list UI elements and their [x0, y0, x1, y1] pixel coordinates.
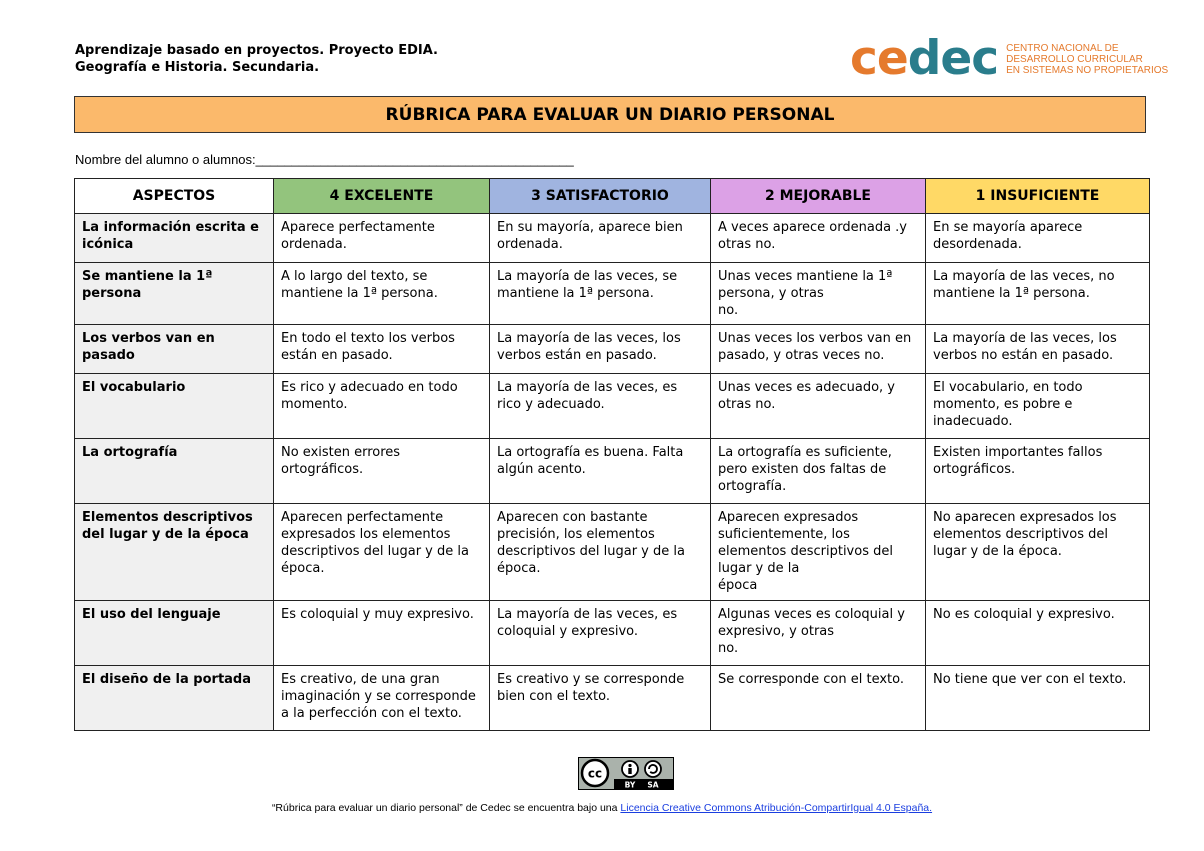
mejorable-cell: Unas veces los verbos van en pasado, y otras veces no.	[711, 325, 926, 374]
excelente-cell: Es creativo, de una gran imaginación y se corresponde a la perfección con el texto.	[274, 666, 490, 731]
rubric-table	[74, 178, 1150, 731]
aspect-cell: La ortografía	[75, 439, 274, 504]
insuficiente-cell: No es coloquial y expresivo.	[926, 601, 1150, 666]
table-row	[75, 601, 1150, 666]
table-row	[75, 374, 1150, 439]
header-excelente: 4 EXCELENTE	[274, 179, 490, 214]
logo-wordmark	[850, 31, 999, 86]
cc-by-sa-badge	[578, 757, 674, 790]
badge-by-text: BY	[624, 780, 636, 790]
logo-tagline-2: DESARROLLO CURRICULAR	[1006, 53, 1143, 65]
table-row	[75, 263, 1150, 325]
cedec-logo	[850, 31, 1169, 86]
license-link[interactable]: Licencia Creative Commons Atribución-CompartirIgual 4.0 España.	[620, 802, 933, 814]
header-row	[75, 179, 1150, 214]
table-row	[75, 504, 1150, 601]
mejorable-cell: La ortografía es suficiente, pero existen dos faltas de ortografía.	[711, 439, 926, 504]
excelente-cell: Es rico y adecuado en todo momento.	[274, 374, 490, 439]
insuficiente-cell: No aparecen expresados los elementos descriptivos del lugar y de la época.	[926, 504, 1150, 601]
logo-tagline-1: CENTRO NACIONAL DE	[1006, 42, 1119, 54]
header-mejorable: 2 MEJORABLE	[711, 179, 926, 214]
logo-word-part-2: dec	[907, 31, 999, 86]
badge-sa-text: SA	[647, 780, 659, 790]
header-line-2: Geografía e Historia. Secundaria.	[75, 60, 320, 75]
mejorable-cell: Algunas veces es coloquial y expresivo, y otras no.	[711, 601, 926, 666]
logo-tagline-3: EN SISTEMAS NO PROPIETARIOS	[1006, 64, 1169, 76]
satisfactorio-cell: La mayoría de las veces, es coloquial y expresivo.	[490, 601, 711, 666]
satisfactorio-cell: En su mayoría, aparece bien ordenada.	[490, 214, 711, 263]
aspect-cell: El uso del lenguaje	[75, 601, 274, 666]
insuficiente-cell: Existen importantes fallos ortográficos.	[926, 439, 1150, 504]
student-name-line: Nombre del alumno o alumnos:____________________________________________	[75, 152, 574, 167]
header-satisfactorio: 3 SATISFACTORIO	[490, 179, 711, 214]
insuficiente-cell: El vocabulario, en todo momento, es pobre e inadecuado.	[926, 374, 1150, 439]
insuficiente-cell: No tiene que ver con el texto.	[926, 666, 1150, 731]
logo-tagline	[1006, 43, 1168, 76]
header-aspectos: ASPECTOS	[75, 179, 274, 214]
excelente-cell: Es coloquial y muy expresivo.	[274, 601, 490, 666]
header-line-1: Aprendizaje basado en proyectos. Proyecto EDIA.	[75, 43, 438, 58]
table-row	[75, 666, 1150, 731]
satisfactorio-cell: La mayoría de las veces, los verbos están en pasado.	[490, 325, 711, 374]
excelente-cell: Aparece perfectamente ordenada.	[274, 214, 490, 263]
insuficiente-cell: En se mayoría aparece desordenada.	[926, 214, 1150, 263]
mejorable-cell: Unas veces es adecuado, y otras no.	[711, 374, 926, 439]
excelente-cell: No existen errores ortográficos.	[274, 439, 490, 504]
aspect-cell: Elementos descriptivos del lugar y de la época	[75, 504, 274, 601]
mejorable-cell: Se corresponde con el texto.	[711, 666, 926, 731]
insuficiente-cell: La mayoría de las veces, los verbos no están en pasado.	[926, 325, 1150, 374]
logo-word-part-1: ce	[850, 31, 908, 86]
satisfactorio-cell: La mayoría de las veces, se mantiene la 1ª persona.	[490, 263, 711, 325]
table-row	[75, 439, 1150, 504]
aspect-cell: El diseño de la portada	[75, 666, 274, 731]
insuficiente-cell: La mayoría de las veces, no mantiene la 1ª persona.	[926, 263, 1150, 325]
document-header	[75, 42, 438, 76]
table-row	[75, 325, 1150, 374]
aspect-cell: Se mantiene la 1ª persona	[75, 263, 274, 325]
satisfactorio-cell: Es creativo y se corresponde bien con el texto.	[490, 666, 711, 731]
table-row	[75, 214, 1150, 263]
license-notice	[0, 802, 1204, 814]
badge-cc-text: cc	[587, 766, 603, 781]
mejorable-cell: Unas veces mantiene la 1ª persona, y otras no.	[711, 263, 926, 325]
excelente-cell: A lo largo del texto, se mantiene la 1ª persona.	[274, 263, 490, 325]
satisfactorio-cell: Aparecen con bastante precisión, los elementos descriptivos del lugar y de la época.	[490, 504, 711, 601]
excelente-cell: En todo el texto los verbos están en pasado.	[274, 325, 490, 374]
aspect-cell: Los verbos van en pasado	[75, 325, 274, 374]
satisfactorio-cell: La ortografía es buena. Falta algún acento.	[490, 439, 711, 504]
aspect-cell: El vocabulario	[75, 374, 274, 439]
mejorable-cell: A veces aparece ordenada .y otras no.	[711, 214, 926, 263]
header-insuficiente: 1 INSUFICIENTE	[926, 179, 1150, 214]
license-text: “Rúbrica para evaluar un diario personal” de Cedec se encuentra bajo una	[271, 802, 621, 814]
rubric-title: RÚBRICA PARA EVALUAR UN DIARIO PERSONAL	[74, 96, 1146, 133]
mejorable-cell: Aparecen expresados suficientemente, los elementos descriptivos del lugar y de la época	[711, 504, 926, 601]
share-alike-icon	[645, 761, 661, 777]
satisfactorio-cell: La mayoría de las veces, es rico y adecuado.	[490, 374, 711, 439]
aspect-cell: La información escrita e icónica	[75, 214, 274, 263]
excelente-cell: Aparecen perfectamente expresados los elementos descriptivos del lugar y de la época.	[274, 504, 490, 601]
